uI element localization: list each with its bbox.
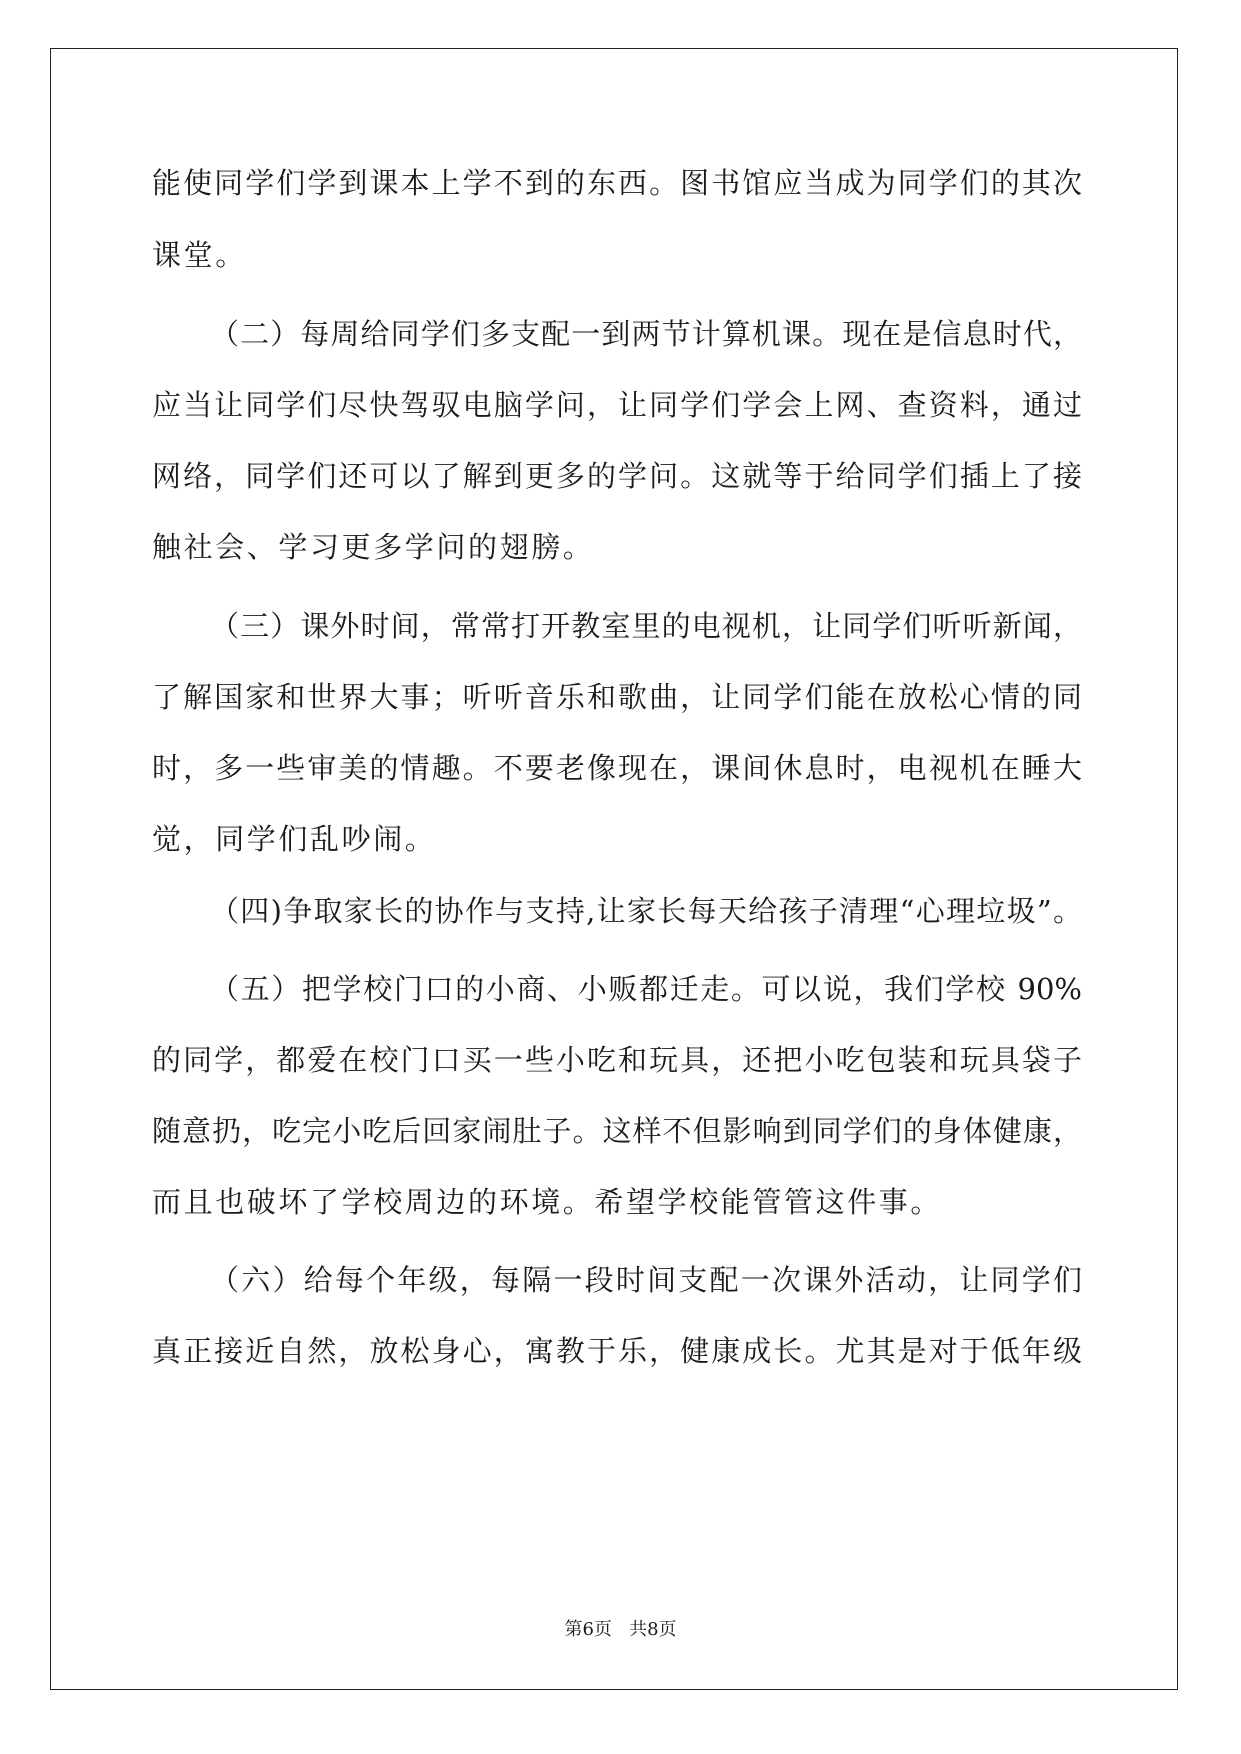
text-line: 触社会、学习更多学问的翅膀。	[152, 530, 595, 564]
text-line: 而且也破坏了学校周边的环境。希望学校能管管这件事。	[152, 1185, 943, 1219]
paragraph-first-line: （六）给每个年级，每隔一段时间支配一次课外活动，让同学们	[210, 1263, 1082, 1297]
paragraph-first-line: （五）把学校门口的小商、小贩都迁走。可以说，我们学校 90%	[210, 972, 1082, 1006]
text-line: 的同学，都爱在校门口买一些小吃和玩具，还把小吃包装和玩具袋子	[152, 1043, 1082, 1077]
page-border	[50, 48, 1178, 1690]
current-page-number: 6	[582, 1619, 594, 1640]
paragraph-first-line: （二）每周给同学们多支配一到两节计算机课。现在是信息时代，	[210, 317, 1082, 351]
page-label-mid: 页 共	[593, 1619, 648, 1640]
text-line: 课堂。	[152, 238, 247, 272]
paragraph-first-line: （三）课外时间，常常打开教室里的电视机，让同学们听听新闻，	[210, 609, 1082, 643]
text-line: 网络，同学们还可以了解到更多的学问。这就等于给同学们插上了接	[152, 459, 1082, 493]
text-line: 觉，同学们乱吵闹。	[152, 822, 437, 856]
page-label-prefix: 第	[564, 1619, 583, 1640]
text-line: 应当让同学们尽快驾驭电脑学问，让同学们学会上网、查资料，通过	[152, 388, 1082, 422]
text-line: 能使同学们学到课本上学不到的东西。图书馆应当成为同学们的其次	[152, 166, 1082, 200]
page-label-suffix: 页	[658, 1619, 677, 1640]
text-line: 了解国家和世界大事；听听音乐和歌曲，让同学们能在放松心情的同	[152, 680, 1082, 714]
page-footer	[0, 1619, 1241, 1641]
paragraph-first-line: （四)争取家长的协作与支持,让家长每天给孩子清理“心理垃圾”。	[210, 894, 1082, 928]
text-line: 随意扔，吃完小吃后回家闹肚子。这样不但影响到同学们的身体健康，	[152, 1114, 1082, 1148]
total-pages-number: 8	[647, 1619, 659, 1640]
text-line: 真正接近自然，放松身心，寓教于乐，健康成长。尤其是对于低年级	[152, 1334, 1082, 1368]
text-line: 时，多一些审美的情趣。不要老像现在，课间休息时，电视机在睡大	[152, 751, 1082, 785]
